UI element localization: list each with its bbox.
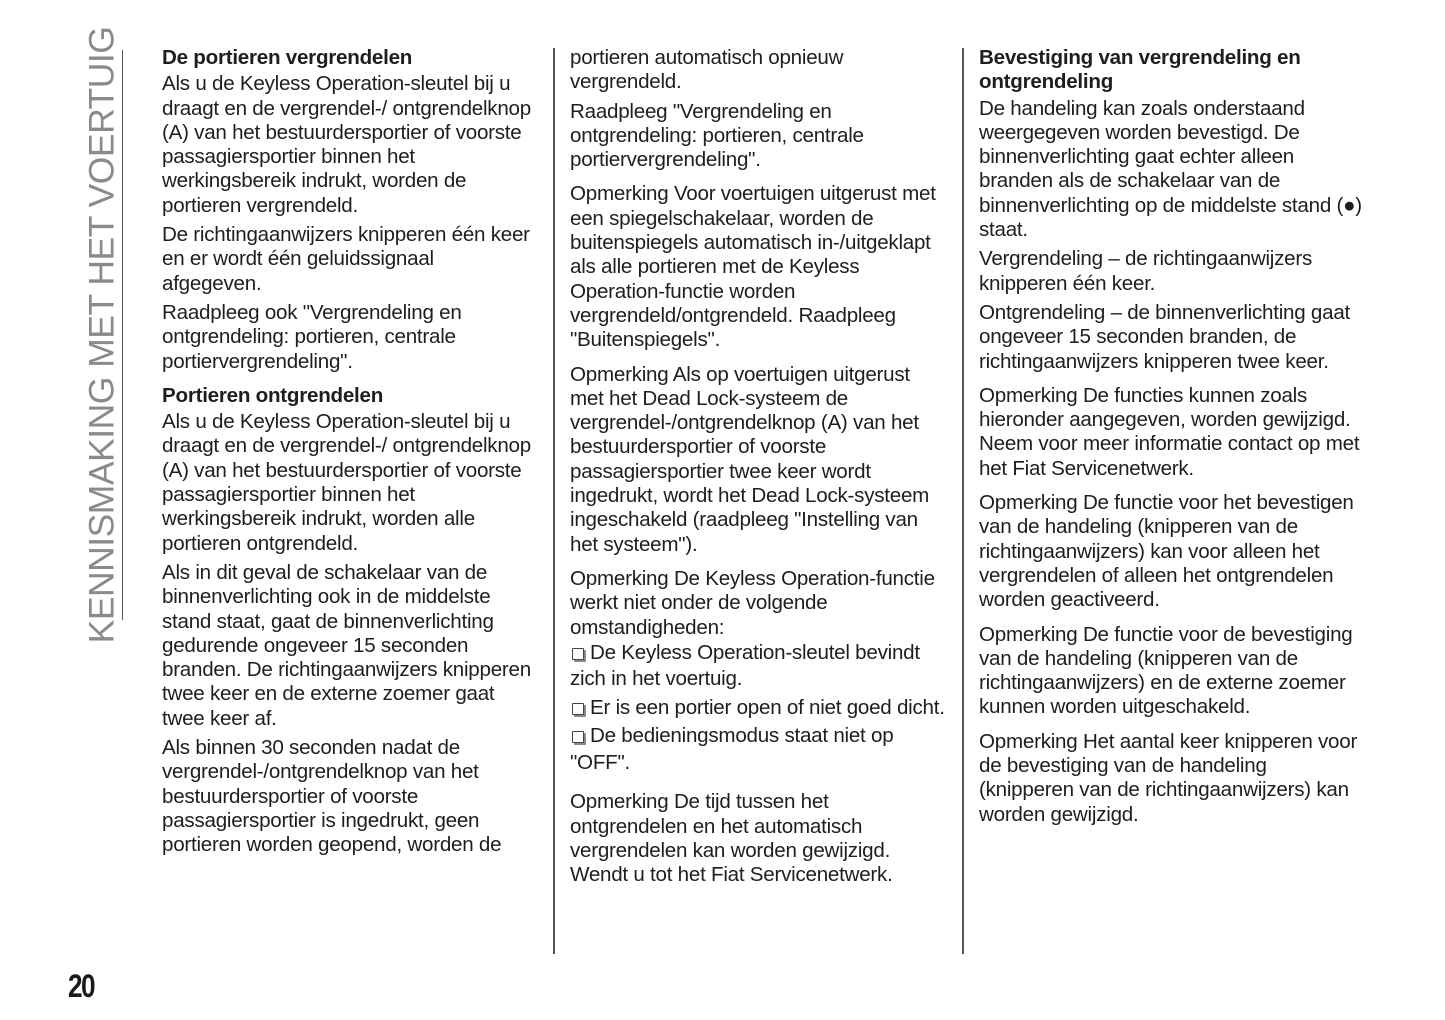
chapter-side-header	[81, 26, 122, 644]
chapter-title: KENNISMAKING MET HET VOERTUIG	[81, 26, 122, 644]
column-divider	[962, 48, 964, 954]
note-confirmation-activation: Opmerking De functie voor het bevestigen van de handeling (knipperen van de richtingaanwijzers) kan voor alleen het vergrendelen of alleen het ontgrendelen worden geactiveerd.	[979, 491, 1354, 612]
paragraph: portieren automatisch opnieuw vergrendeld.	[570, 46, 844, 94]
bullet-item: De Keyless Operation-sleutel bevindt zich in het voertuig.	[570, 640, 920, 691]
paragraph: Raadpleeg "Vergrendeling en ontgrendeling: portieren, centrale portiervergrendeling".	[570, 99, 864, 172]
page-number: 20	[68, 968, 94, 1004]
square-bullet-icon	[572, 648, 584, 660]
note-auto-lock-time: Opmerking De tijd tussen het ontgrendelen en het automatisch vergrendelen kan worden gewijzigd. Wendt u tot het Fiat Servicenetwerk.	[570, 790, 893, 887]
paragraph: Als binnen 30 seconden nadat de vergrendel-/ontgrendelknop van het bestuurdersportier of voorste passagiersportier is ingedrukt, geen portieren worden geopend, worden de	[162, 736, 502, 857]
note-mirror-fold: Opmerking Voor voertuigen uitgerust met een spiegelschakelaar, worden de buitenspiegels automatisch in-/uitgeklapt als alle portieren met de Keyless Operation-functie worden vergrendeld/ontgrendeld. Raadpleeg "Buitenspiegels".	[570, 182, 936, 352]
paragraph: De richtingaanwijzers knipperen één keer en er wordt één geluidssignaal afgegeven.	[162, 223, 530, 295]
column-2	[570, 46, 945, 893]
column-1	[162, 46, 534, 863]
paragraph: Ontgrendeling – de binnenverlichting gaat ongeveer 15 seconden branden, de richtingaanwijzers knipperen twee keer.	[979, 300, 1351, 373]
section-heading-unlock-doors: Portieren ontgrendelen	[162, 383, 384, 407]
paragraph: Raadpleeg ook "Vergrendeling en ontgrendeling: portieren, centrale portiervergrendeling".	[162, 300, 462, 373]
square-bullet-icon	[572, 703, 584, 715]
paragraph: De handeling kan zoals onderstaand weergegeven worden bevestigd. De binnenverlichting gaat echter alleen branden als de schakelaar van de binnenverlichting op de middelste stand (●) staat.	[979, 96, 1362, 242]
note-keyless-conditions: Opmerking De Keyless Operation-functie werkt niet onder de volgende omstandigheden:	[570, 566, 935, 639]
section-heading-confirmation: Bevestiging van vergrendeling en ontgrendeling	[979, 46, 1301, 94]
note-functions-change: Opmerking De functies kunnen zoals hieronder aangegeven, worden gewijzigd. Neem voor meer informatie contact op met het Fiat Servicenetwerk.	[979, 383, 1360, 480]
note-dead-lock: Opmerking Als op voertuigen uitgerust met het Dead Lock-systeem de vergrendel-/ontgrendelknop (A) van het bestuurdersportier of voorste passagiersportier twee keer wordt ingedrukt, wordt het Dead Lock-systeem ingeschakeld (raadpleeg "Instelling van het systeem").	[570, 362, 930, 556]
paragraph: Als in dit geval de schakelaar van de binnenverlichting ook in de middelste stand staat, gaat de binnenverlichting gedurende ongeveer 15 seconden branden. De richtingaanwijzers knipperen twee keer en de externe zoemer gaat twee keer af.	[162, 560, 531, 730]
note-blink-count: Opmerking Het aantal keer knipperen voor de bevestiging van de handeling (knipperen van de richtingaanwijzers) kan worden gewijzigd.	[979, 729, 1358, 826]
column-divider	[553, 48, 555, 954]
bullet-item: De bedieningsmodus staat niet op "OFF".	[570, 724, 894, 774]
bullet-item: Er is een portier open of niet goed dicht.	[570, 695, 945, 722]
paragraph: Als u de Keyless Operation-sleutel bij u draagt en de vergrendel-/ ontgrendelknop (A) van het bestuurdersportier of voorste passagiersportier binnen het werkingsbereik indrukt, worden alle portieren ontgrendeld.	[162, 410, 531, 555]
column-3	[979, 46, 1364, 832]
square-bullet-icon	[572, 731, 584, 743]
section-heading-lock-doors: De portieren vergrendelen	[162, 46, 413, 69]
paragraph: Als u de Keyless Operation-sleutel bij u draagt en de vergrendel-/ ontgrendelknop (A) van het bestuurdersportier of voorste passagiersportier binnen het werkingsbereik indrukt, worden de portieren vergrendeld.	[162, 72, 531, 217]
note-buzzer-disable: Opmerking De functie voor de bevestiging van de handeling (knipperen van de richtingaanwijzers) en de externe zoemer kunnen worden uitgeschakeld.	[979, 622, 1353, 719]
chapter-header-rule	[122, 50, 123, 620]
paragraph: Vergrendeling – de richtingaanwijzers knipperen één keer.	[979, 247, 1313, 295]
